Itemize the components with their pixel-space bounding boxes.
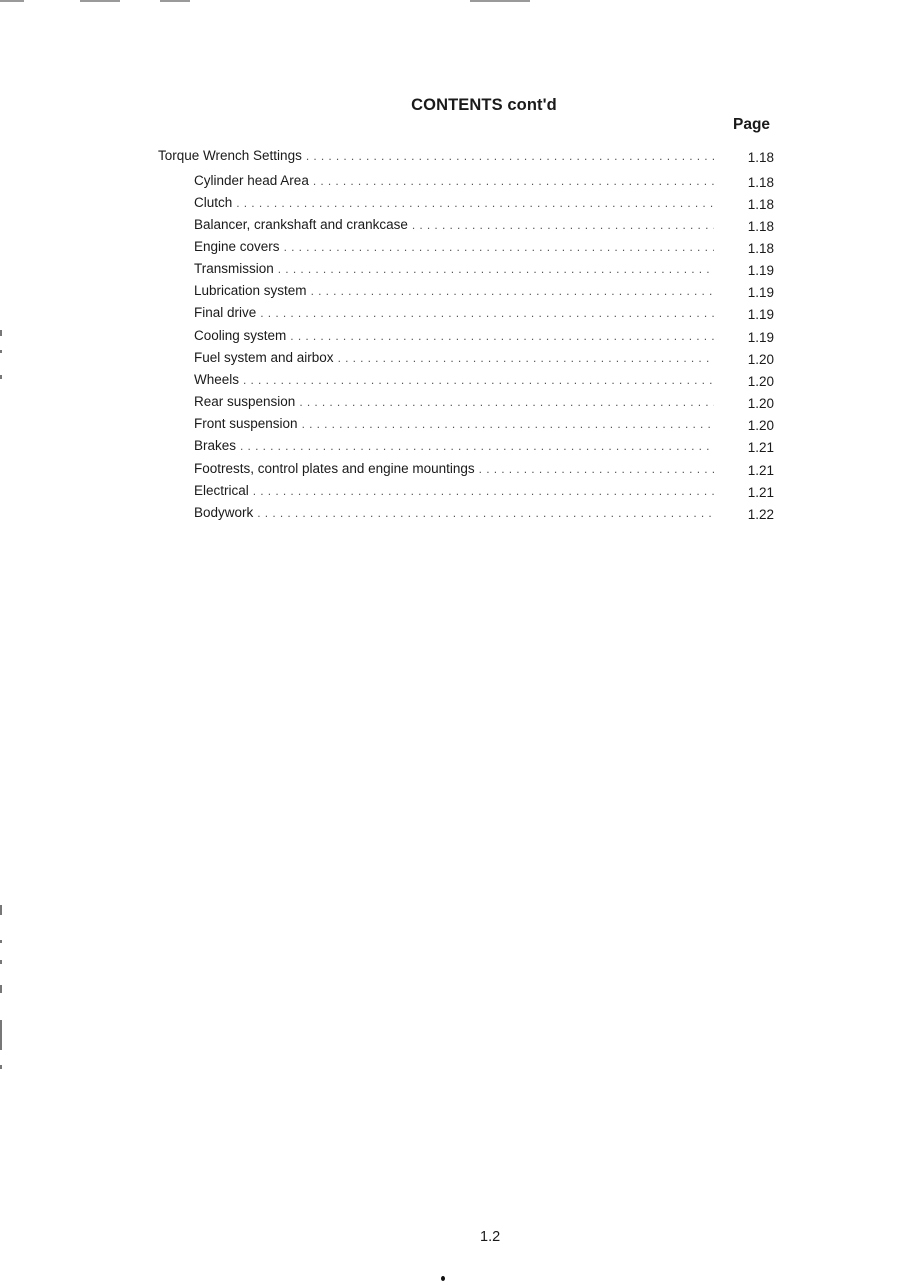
toc-sub-entry[interactable]: [194, 195, 714, 215]
dot-leader: [412, 218, 714, 232]
toc-entry-label: Front suspension: [194, 416, 302, 431]
toc-sub-entry[interactable]: [194, 438, 714, 458]
toc-entry-label: Fuel system and airbox: [194, 350, 338, 365]
toc-entry-page: 1.19: [747, 285, 774, 300]
dot-leader: [306, 149, 714, 163]
toc-entry-page: 1.18: [747, 175, 774, 190]
scan-artifact-dot: [441, 1276, 445, 1281]
toc-entry-label: Rear suspension: [194, 394, 299, 409]
toc-sub-entry[interactable]: [194, 483, 714, 503]
toc-entry-page: 1.20: [747, 352, 774, 367]
toc-entry-page: 1.18: [747, 241, 774, 256]
toc-entry-label: Bodywork: [194, 505, 257, 520]
toc-entry-page: 1.20: [747, 374, 774, 389]
toc-entry-label: Engine covers: [194, 239, 284, 254]
toc-sub-entry[interactable]: [194, 505, 714, 525]
page-number: 1.2: [480, 1229, 501, 1245]
dot-leader: [313, 174, 714, 188]
dot-leader: [338, 351, 714, 365]
toc-entry-label: Cooling system: [194, 328, 290, 343]
toc-entry-page: 1.19: [747, 330, 774, 345]
toc-entry-page: 1.21: [747, 485, 774, 500]
dot-leader: [302, 417, 714, 431]
scan-edge-left: [0, 0, 2, 1286]
toc-entry-page: 1.22: [747, 507, 774, 522]
toc-sub-entry[interactable]: [194, 239, 714, 259]
dot-leader: [243, 373, 714, 387]
dot-leader: [299, 395, 714, 409]
contents-title: CONTENTS cont'd: [411, 96, 557, 114]
toc-entry-page: 1.18: [747, 197, 774, 212]
toc-entry-label: Final drive: [194, 305, 260, 320]
dot-leader: [260, 306, 714, 320]
toc-entry-label: Brakes: [194, 438, 240, 453]
dot-leader: [240, 439, 714, 453]
toc-entry-label: Balancer, crankshaft and crankcase: [194, 217, 412, 232]
dot-leader: [236, 196, 714, 210]
toc-sub-entry[interactable]: [194, 372, 714, 392]
dot-leader: [290, 329, 714, 343]
dot-leader: [311, 284, 714, 298]
toc-sub-entry[interactable]: [194, 394, 714, 414]
dot-leader: [253, 484, 714, 498]
toc-entry-label: Lubrication system: [194, 283, 311, 298]
toc-entry-page: 1.19: [747, 307, 774, 322]
dot-leader: [284, 240, 714, 254]
dot-leader: [257, 506, 714, 520]
toc-sub-entry[interactable]: [194, 416, 714, 436]
toc-entry-label: Transmission: [194, 261, 278, 276]
toc-entry-page: 1.19: [747, 263, 774, 278]
toc-entry-label: Electrical: [194, 483, 253, 498]
toc-entry-label: Wheels: [194, 372, 243, 387]
toc-entry-label: Cylinder head Area: [194, 173, 313, 188]
toc-entry-label: Torque Wrench Settings: [158, 148, 306, 163]
toc-sub-entry[interactable]: [194, 173, 714, 193]
toc-sub-entry[interactable]: [194, 217, 714, 237]
toc-main-entry[interactable]: [158, 148, 714, 168]
toc-entry-page: 1.20: [747, 418, 774, 433]
toc-entry-label: Clutch: [194, 195, 236, 210]
dot-leader: [278, 262, 714, 276]
toc-sub-entry[interactable]: [194, 283, 714, 303]
toc-sub-entry[interactable]: [194, 305, 714, 325]
toc-sub-entry[interactable]: [194, 328, 714, 348]
toc-entry-page: 1.21: [747, 463, 774, 478]
toc-entry-page: 1.18: [747, 150, 774, 165]
scan-edge-top: [0, 0, 907, 3]
toc-sub-entry[interactable]: [194, 350, 714, 370]
page-column-header: Page: [733, 116, 771, 133]
toc-sub-entry[interactable]: [194, 261, 714, 281]
toc-sub-entry[interactable]: [194, 461, 714, 481]
toc-entry-page: 1.18: [747, 219, 774, 234]
toc-entry-page: 1.21: [747, 440, 774, 455]
dot-leader: [479, 462, 714, 476]
toc-entry-label: Footrests, control plates and engine mountings: [194, 461, 479, 476]
toc-entry-page: 1.20: [747, 396, 774, 411]
